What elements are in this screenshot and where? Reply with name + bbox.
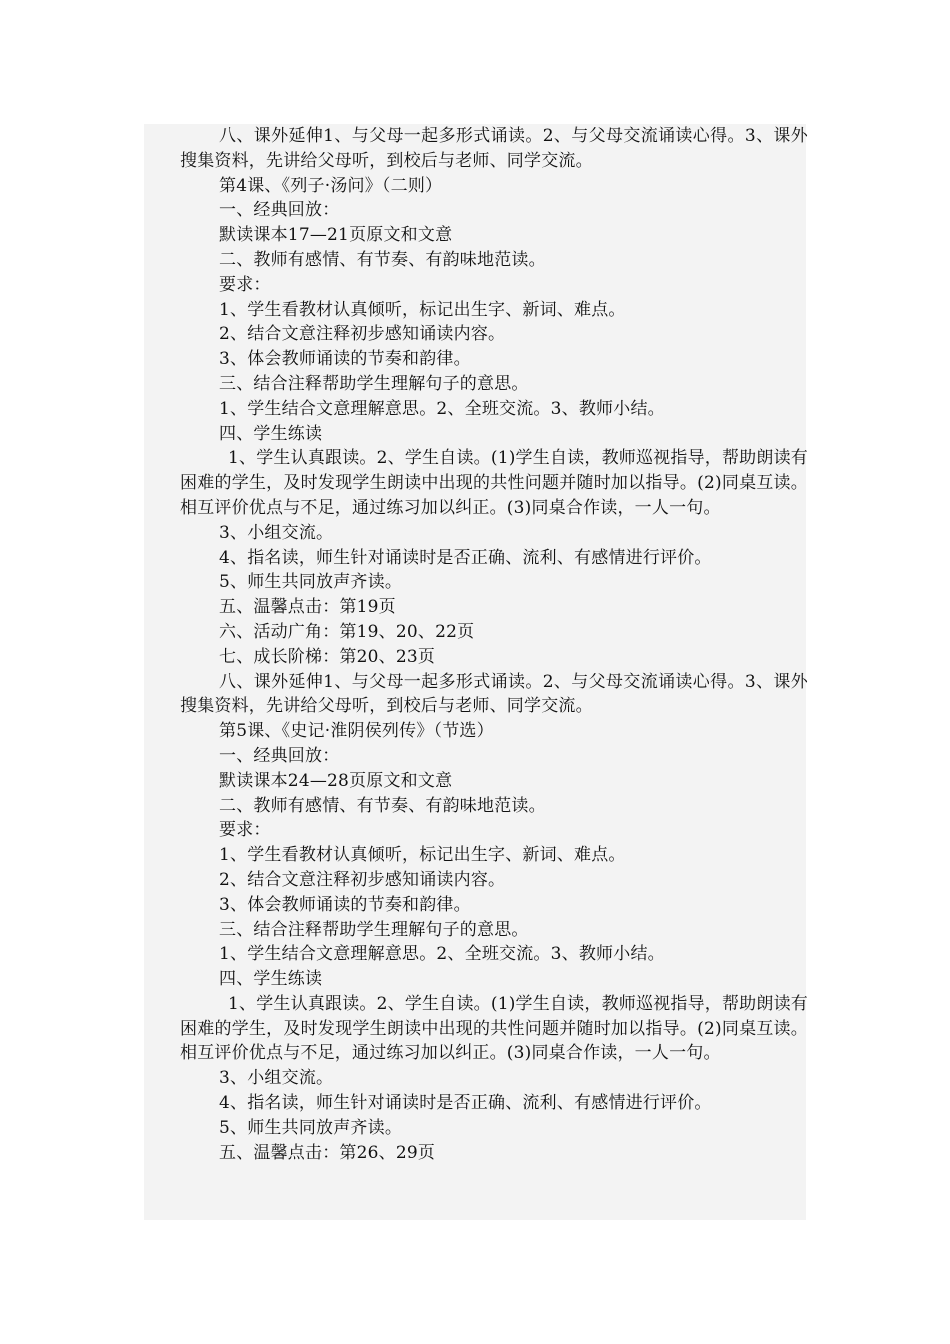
document-paragraph: 3、体会教师诵读的节奏和韵律。 [219, 894, 471, 915]
document-paragraph: 六、活动广角：第19、20、22页 [219, 621, 475, 642]
document-paragraph: 二、教师有感情、有节奏、有韵味地范读。 [219, 249, 546, 270]
document-paragraph: 默读课本17—21页原文和文意 [219, 225, 453, 246]
document-paragraph: 5、师生共同放声齐读。 [219, 1117, 403, 1138]
document-paragraph: 1、学生认真跟读。2、学生自读。(1)学生自读，教师巡视指导，帮助朗读有困难的学生，及时发现学生朗读中出现的共性问题并随时加以指导。(2)同桌互读。相互评价优点与不足，通过练习加以纠正。(3)同桌合作读，一人一句。 [180, 993, 808, 1064]
document-paragraph: 3、小组交流。 [219, 1068, 334, 1089]
document-paragraph: 2、结合文意注释初步感知诵读内容。 [219, 869, 506, 890]
document-paragraph: 五、温馨点击：第26、29页 [219, 1142, 436, 1163]
document-paragraph: 二、教师有感情、有节奏、有韵味地范读。 [219, 795, 546, 816]
document-paragraph: 七、成长阶梯：第20、23页 [219, 646, 436, 667]
document-paragraph: 四、学生练读 [219, 423, 323, 444]
document-paragraph: 1、学生认真跟读。2、学生自读。(1)学生自读，教师巡视指导，帮助朗读有困难的学生，及时发现学生朗读中出现的共性问题并随时加以指导。(2)同桌互读。相互评价优点与不足，通过练习加以纠正。(3)同桌合作读，一人一句。 [180, 448, 808, 518]
document-paragraph: 三、结合注释帮助学生理解句子的意思。 [219, 919, 529, 940]
document-paragraph: 5、师生共同放声齐读。 [219, 572, 403, 593]
document-paragraph: 第4课、《列子·汤问》（二则） [219, 175, 443, 196]
document-paragraph: 四、学生练读 [219, 969, 323, 990]
document-paragraph: 一、经典回放： [219, 200, 340, 221]
document-paragraph: 一、经典回放： [219, 745, 340, 766]
document-paragraph: 4、指名读，师生针对诵读时是否正确、流利、有感情进行评价。 [219, 1093, 712, 1114]
document-body [180, 124, 808, 1165]
document-paragraph: 2、结合文意注释初步感知诵读内容。 [219, 324, 506, 345]
document-paragraph: 要求： [219, 274, 271, 295]
document-paragraph: 1、学生看教材认真倾听，标记出生字、新词、难点。 [219, 299, 626, 320]
document-paragraph: 三、结合注释帮助学生理解句子的意思。 [219, 373, 529, 394]
document-paragraph: 五、温馨点击：第19页 [219, 597, 396, 618]
document-paragraph: 3、小组交流。 [219, 522, 334, 543]
document-paragraph: 1、学生结合文意理解意思。2、全班交流。3、教师小结。 [219, 944, 665, 965]
document-paragraph: 八、课外延伸1、与父母一起多形式诵读。2、与父母交流诵读心得。3、课外搜集资料，先讲给父母听，到校后与老师、同学交流。 [180, 671, 808, 717]
document-paragraph: 八、课外延伸1、与父母一起多形式诵读。2、与父母交流诵读心得。3、课外搜集资料，先讲给父母听，到校后与老师、同学交流。 [180, 126, 808, 171]
document-paragraph: 3、体会教师诵读的节奏和韵律。 [219, 349, 471, 370]
document-paragraph: 要求： [219, 820, 271, 841]
document-paragraph: 1、学生结合文意理解意思。2、全班交流。3、教师小结。 [219, 398, 665, 419]
document-paragraph: 第5课、《史记·淮阴侯列传》（节选） [219, 721, 494, 742]
document-paragraph: 4、指名读，师生针对诵读时是否正确、流利、有感情进行评价。 [219, 547, 712, 568]
document-paragraph: 1、学生看教材认真倾听，标记出生字、新词、难点。 [219, 845, 626, 866]
document-paragraph: 默读课本24—28页原文和文意 [219, 770, 453, 791]
